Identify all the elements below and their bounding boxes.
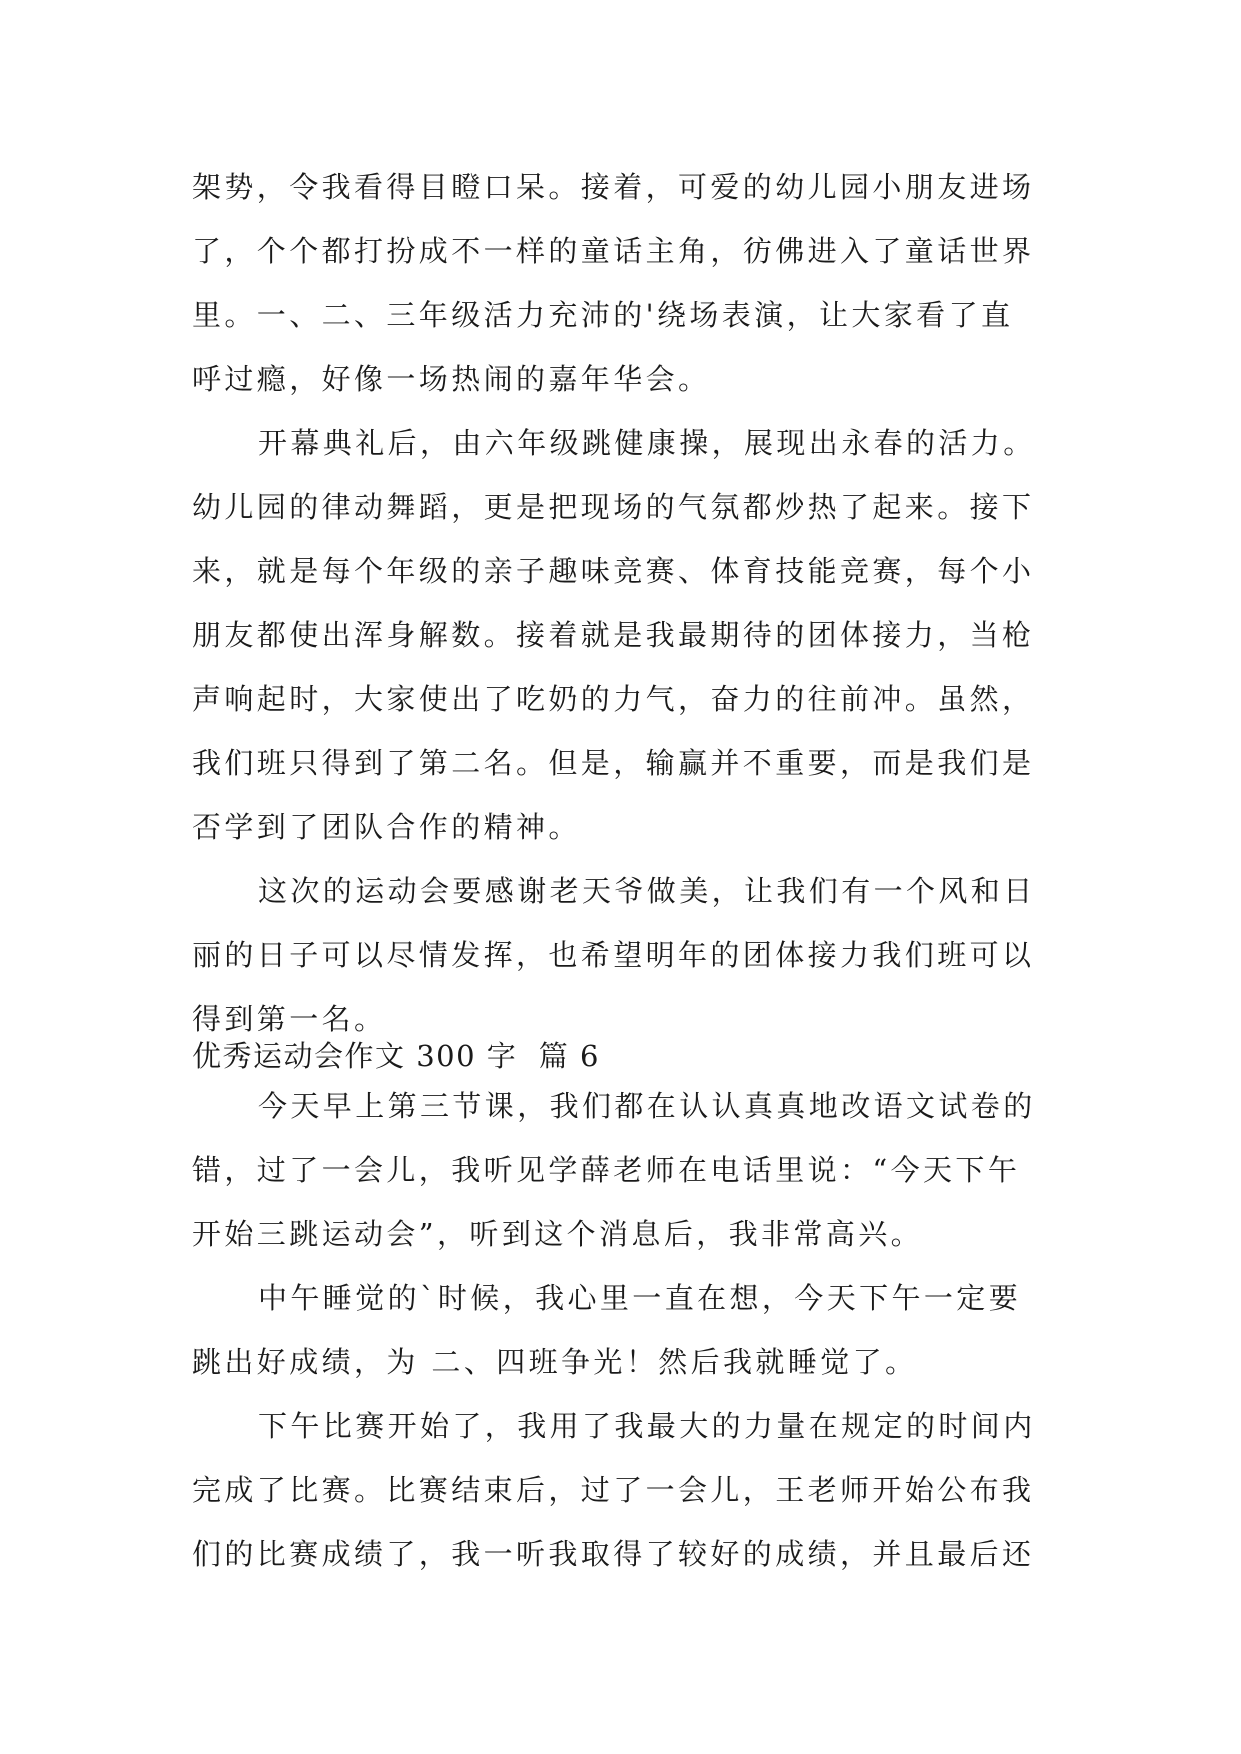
text-line: 声响起时，大家使出了吃奶的力气，奋力的往前冲。虽然， <box>192 682 1035 716</box>
text-line: 错，过了一会儿，我听见学薛老师在电话里说：“今天下午 <box>192 1153 1021 1187</box>
text-line: 跳出好成绩，为 二、四班争光！然后我就睡觉了。 <box>192 1345 918 1379</box>
paragraph-start-line: 中午睡觉的`时候，我心里一直在想，今天下午一定要 <box>258 1281 1022 1315</box>
paragraph-start-line: 今天早上第三节课，我们都在认认真真地改语文试卷的 <box>258 1089 1036 1123</box>
text-line: 丽的日子可以尽情发挥，也希望明年的团体接力我们班可以 <box>192 938 1035 972</box>
text-line: 幼儿园的律动舞蹈，更是把现场的气氛都炒热了起来。接下 <box>192 490 1035 524</box>
text-line: 来，就是每个年级的亲子趣味竞赛、体育技能竞赛，每个小 <box>192 554 1035 588</box>
text-line: 了，个个都打扮成不一样的童话主角，彷佛进入了童话世界 <box>192 234 1035 268</box>
section-heading: 优秀运动会作文 300 字 篇 6 <box>192 1039 600 1073</box>
text-line: 们的比赛成绩了，我一听我取得了较好的成绩，并且最后还 <box>192 1537 1035 1571</box>
essay-body-part-2 <box>192 1074 1062 1586</box>
paragraph-start-line: 下午比赛开始了，我用了我最大的力量在规定的时间内 <box>258 1409 1036 1443</box>
text-line: 得到第一名。 <box>192 1002 387 1036</box>
paragraph-start-line: 这次的运动会要感谢老天爷做美，让我们有一个风和日 <box>258 874 1036 908</box>
text-line: 里。一、二、三年级活力充沛的'绕场表演，让大家看了直 <box>192 298 1014 332</box>
text-line: 完成了比赛。比赛结束后，过了一会儿，王老师开始公布我 <box>192 1473 1035 1507</box>
text-line: 否学到了团队合作的精神。 <box>192 810 581 844</box>
text-line: 我们班只得到了第二名。但是，输赢并不重要，而是我们是 <box>192 746 1035 780</box>
text-line: 架势，令我看得目瞪口呆。接着，可爱的幼儿园小朋友进场 <box>192 170 1035 204</box>
text-line: 呼过瘾，好像一场热闹的嘉年华会。 <box>192 362 711 396</box>
text-line: 朋友都使出浑身解数。接着就是我最期待的团体接力，当枪 <box>192 618 1035 652</box>
paragraph-start-line: 开幕典礼后，由六年级跳健康操，展现出永春的活力。 <box>258 426 1036 460</box>
essay-body-part-1 <box>192 155 1062 1051</box>
text-line: 开始三跳运动会”，听到这个消息后，我非常高兴。 <box>192 1217 924 1251</box>
